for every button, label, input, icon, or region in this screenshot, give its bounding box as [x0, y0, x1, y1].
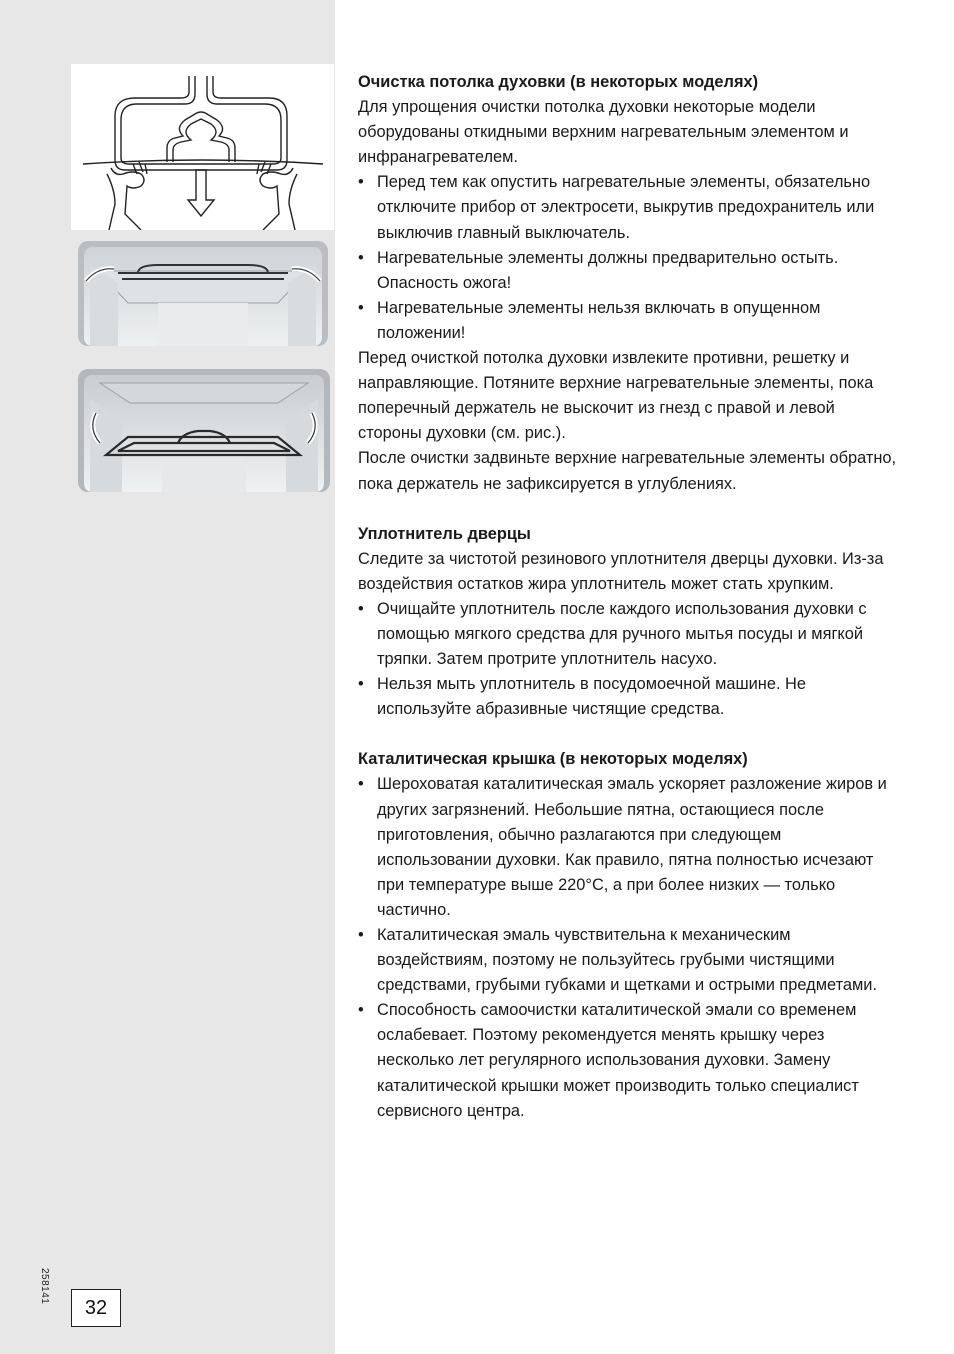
- list-item: • Нагревательные элементы нельзя включать в опущенном положении!: [358, 296, 898, 346]
- bullet-list: [358, 597, 898, 722]
- section-paragraph: После очистки задвиньте верхние нагревательные элементы обратно, пока держатель не зафиксируется в углублениях.: [358, 449, 897, 493]
- list-item: • Очищайте уплотнитель после каждого использования духовки с помощью мягкого средства для ручного мытья посуды и мягкой тряпки. Затем протрите уплотнитель насухо.: [358, 597, 898, 672]
- heating-element-drawing: [71, 64, 334, 230]
- list-item: • Шероховатая каталитическая эмаль ускоряет разложение жиров и других загрязнений. Небольшие пятна, остающиеся после приготовления, обычно разлагаются при следующем использовании духовки. Как правило, пятна полностью исчезают при температуре выше 220°C, а при более низких — только частично.: [358, 772, 898, 923]
- oven-ceiling-heating-element-raised-photo: [78, 241, 328, 346]
- bullet-list: [358, 772, 898, 1123]
- section-oven-ceiling-cleaning: [358, 70, 898, 497]
- section-catalytic-cover: [358, 747, 898, 1123]
- oven-ceiling-heating-element-lowered-photo: [78, 369, 330, 492]
- section-title: Очистка потолка духовки (в некоторых моделях): [358, 73, 759, 91]
- list-item: • Способность самоочистки каталитической эмали со временем ослабевает. Поэтому рекомендуется менять крышку через несколько лет регулярного использования духовки. Замену каталитической крышки может производить только специалист сервисного центра.: [358, 998, 898, 1123]
- oven-heating-element-lowering-illustration: [71, 64, 334, 230]
- bullet-list: [358, 170, 898, 346]
- main-content: [358, 70, 898, 1149]
- oven-interior-raised-drawing: [78, 241, 328, 346]
- section-door-seal: [358, 522, 898, 723]
- section-intro: Для упрощения очистки потолка духовки некоторые модели оборудованы откидными верхним нагревательным элементом и инфранагревателем.: [358, 98, 849, 167]
- list-item: • Нагревательные элементы должны предварительно остыть. Опасность ожога!: [358, 246, 898, 296]
- page-number: 32: [71, 1289, 121, 1327]
- oven-interior-lowered-drawing: [78, 369, 330, 492]
- section-title: Каталитическая крышка (в некоторых моделях): [358, 750, 748, 769]
- section-intro: Следите за чистотой резинового уплотнителя дверцы духовки. Из-за воздействия остатков жира уплотнитель может стать хрупким.: [358, 549, 884, 593]
- document-code-text: 258141: [39, 1268, 50, 1305]
- list-item: • Перед тем как опустить нагревательные элементы, обязательно отключите прибор от электросети, выкрутив предохранитель или выключив главный выключатель.: [358, 170, 898, 245]
- document-code: [39, 1232, 74, 1305]
- list-item: • Каталитическая эмаль чувствительна к механическим воздействиям, поэтому не пользуйтесь грубыми чистящими средствами, грубыми губками и щетками и острыми предметами.: [358, 923, 898, 998]
- section-paragraph: Перед очисткой потолка духовки извлеките противни, решетку и направляющие. Потяните верхние нагревательные элементы, пока поперечный держатель не выскочит из гнезд с правой и левой стороны духовки (см. рис.).: [358, 349, 874, 443]
- list-item: • Нельзя мыть уплотнитель в посудомоечной машине. Не используйте абразивные чистящие средства.: [358, 672, 898, 722]
- section-title: Уплотнитель дверцы: [358, 524, 531, 543]
